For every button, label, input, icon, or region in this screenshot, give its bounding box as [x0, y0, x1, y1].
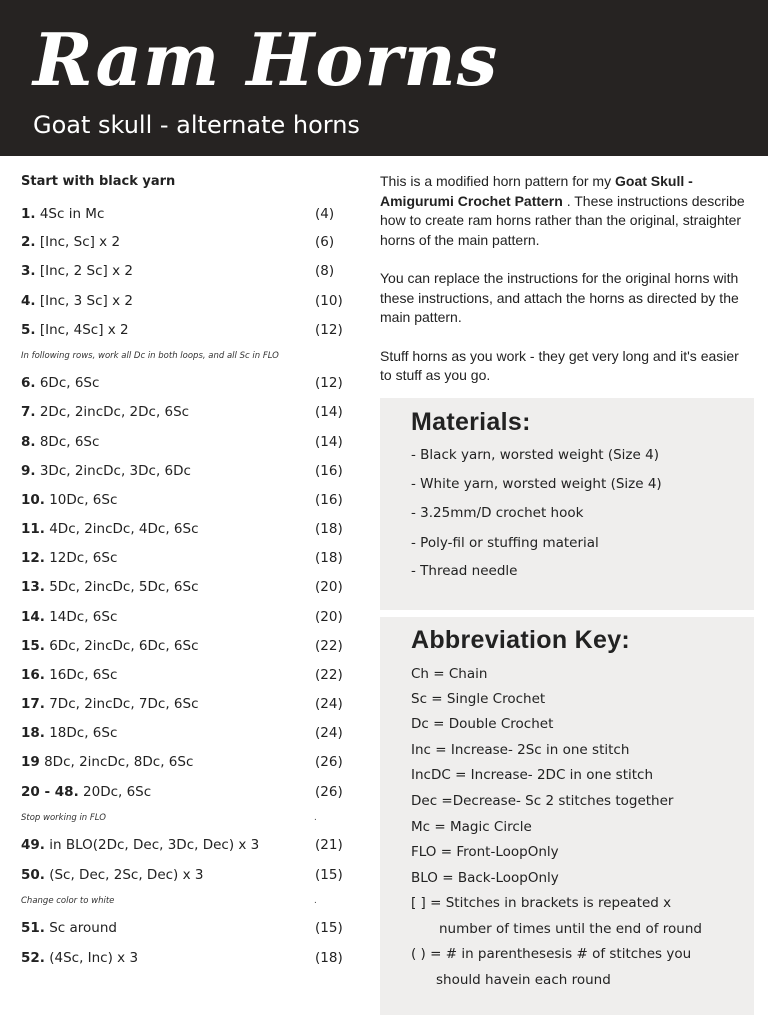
- row-text: 18Dc, 6Sc: [49, 725, 118, 741]
- pattern-row: [21, 231, 345, 253]
- material-item: - White yarn, worsted weight (Size 4): [411, 476, 662, 492]
- page-subtitle: Goat skull - alternate horns: [33, 111, 360, 139]
- row-stitch-count: (22): [315, 638, 343, 654]
- row-stitch-count: (21): [315, 837, 343, 853]
- row-text: (4Sc, Inc) x 3: [49, 950, 139, 966]
- pattern-row: [21, 693, 345, 715]
- intro-text: [380, 172, 752, 405]
- row-stitch-count: (10): [315, 293, 343, 309]
- material-item: - 3.25mm/D crochet hook: [411, 505, 584, 521]
- pattern-row: [21, 319, 345, 341]
- row-text: 6Dc, 6Sc: [39, 375, 100, 391]
- pattern-note: In following rows, work all Dc in both loops, and all Sc in FLO: [21, 351, 279, 361]
- row-text: (Sc, Dec, 2Sc, Dec) x 3: [49, 867, 204, 883]
- row-stitch-count: (22): [315, 667, 343, 683]
- pattern-row: [21, 864, 345, 886]
- abbreviation-item: [ ] = Stitches in brackets is repeated x: [411, 895, 672, 911]
- row-stitch-count: (15): [315, 920, 343, 936]
- intro-text-span: This is a modified horn pattern for my: [380, 173, 615, 189]
- row-number: 13.: [21, 579, 45, 595]
- intro-paragraph-2: You can replace the instructions for the original horns with these instructions, and attach the horns as directed by the main pattern.: [380, 270, 739, 325]
- pattern-note: [21, 895, 345, 907]
- pattern-row: [21, 606, 345, 628]
- abbreviation-item: Sc = Single Crochet: [411, 691, 546, 707]
- row-text: 3Dc, 2incDc, 3Dc, 6Dc: [39, 463, 191, 479]
- row-text: 2Dc, 2incDc, 2Dc, 6Sc: [39, 404, 190, 420]
- row-number: 2.: [21, 234, 36, 250]
- row-number: 16.: [21, 667, 45, 683]
- row-stitch-count: (4): [315, 206, 335, 222]
- note-mark: .: [314, 813, 317, 823]
- row-number: 50.: [21, 867, 45, 883]
- intro-paragraph-1: [380, 172, 752, 250]
- material-item: - Poly-fil or stuffing material: [411, 535, 599, 551]
- abbreviation-item: Mc = Magic Circle: [411, 819, 532, 835]
- abbreviation-panel: [380, 617, 754, 1015]
- pattern-row: [21, 290, 345, 312]
- pattern-row: [21, 518, 345, 540]
- row-stitch-count: (20): [315, 579, 343, 595]
- row-number: 20 - 48.: [21, 784, 79, 800]
- abbreviation-item-continued: number of times until the end of round: [439, 921, 702, 937]
- abbreviation-item: Ch = Chain: [411, 666, 488, 682]
- row-stitch-count: (12): [315, 375, 343, 391]
- row-text: 16Dc, 6Sc: [49, 667, 118, 683]
- abbreviation-item: Dc = Double Crochet: [411, 716, 554, 732]
- row-stitch-count: (20): [315, 609, 343, 625]
- materials-panel: [380, 398, 754, 610]
- row-text: 14Dc, 6Sc: [49, 609, 118, 625]
- pattern-note: [21, 812, 345, 824]
- row-number: 19: [21, 754, 40, 770]
- abbreviation-item: FLO = Front-LoopOnly: [411, 844, 559, 860]
- row-stitch-count: (24): [315, 725, 343, 741]
- pattern-row: [21, 260, 345, 282]
- row-text: 20Dc, 6Sc: [83, 784, 152, 800]
- header-banner: [0, 0, 768, 156]
- materials-heading: Materials:: [411, 408, 531, 436]
- pattern-row: [21, 751, 345, 773]
- abbreviation-item: BLO = Back-LoopOnly: [411, 870, 559, 886]
- abbreviation-item: ( ) = # in parenthesesis # of stitches you: [411, 946, 692, 962]
- row-stitch-count: (16): [315, 492, 343, 508]
- material-item: - Thread needle: [411, 563, 518, 579]
- row-stitch-count: (14): [315, 404, 343, 420]
- row-stitch-count: (26): [315, 784, 343, 800]
- pattern-row: [21, 664, 345, 686]
- row-stitch-count: (18): [315, 521, 343, 537]
- row-stitch-count: (14): [315, 434, 343, 450]
- pattern-row: [21, 547, 345, 569]
- row-text: in BLO(2Dc, Dec, 3Dc, Dec) x 3: [49, 837, 260, 853]
- row-text: 7Dc, 2incDc, 7Dc, 6Sc: [49, 696, 199, 712]
- row-number: 51.: [21, 920, 45, 936]
- row-number: 52.: [21, 950, 45, 966]
- row-number: 17.: [21, 696, 45, 712]
- row-text: 10Dc, 6Sc: [49, 492, 118, 508]
- pattern-row: [21, 917, 345, 939]
- abbreviation-heading: Abbreviation Key:: [411, 626, 631, 654]
- row-stitch-count: (15): [315, 867, 343, 883]
- row-number: 11.: [21, 521, 45, 537]
- pattern-row: [21, 401, 345, 423]
- row-stitch-count: (18): [315, 550, 343, 566]
- abbreviation-item-continued: should havein each round: [436, 972, 611, 988]
- main-pattern-name: Goat Skull - Amigurumi Crochet Pattern: [380, 173, 693, 209]
- pattern-row: [21, 635, 345, 657]
- pattern-row: [21, 372, 345, 394]
- page-title: Ram Horns: [33, 17, 499, 102]
- start-instruction: Start with black yarn: [21, 174, 176, 189]
- row-text: 6Dc, 2incDc, 6Dc, 6Sc: [49, 638, 199, 654]
- row-stitch-count: (16): [315, 463, 343, 479]
- row-stitch-count: (18): [315, 950, 343, 966]
- row-stitch-count: (8): [315, 263, 335, 279]
- pattern-row: [21, 834, 345, 856]
- row-stitch-count: (26): [315, 754, 343, 770]
- row-text: Sc around: [49, 920, 117, 936]
- row-number: 6.: [21, 375, 36, 391]
- pattern-row: [21, 203, 345, 225]
- row-text: 12Dc, 6Sc: [49, 550, 118, 566]
- row-number: 10.: [21, 492, 45, 508]
- pattern-row: [21, 460, 345, 482]
- row-text: 4Dc, 2incDc, 4Dc, 6Sc: [49, 521, 199, 537]
- pattern-row: [21, 722, 345, 744]
- row-stitch-count: (24): [315, 696, 343, 712]
- row-number: 12.: [21, 550, 45, 566]
- row-number: 4.: [21, 293, 36, 309]
- row-number: 15.: [21, 638, 45, 654]
- row-text: [Inc, 3 Sc] x 2: [39, 293, 133, 309]
- row-stitch-count: (12): [315, 322, 343, 338]
- material-item: - Black yarn, worsted weight (Size 4): [411, 447, 659, 463]
- row-number: 8.: [21, 434, 36, 450]
- row-number: 9.: [21, 463, 36, 479]
- row-number: 14.: [21, 609, 45, 625]
- row-number: 7.: [21, 404, 36, 420]
- row-text: 4Sc in Mc: [39, 206, 105, 222]
- row-text: [Inc, 2 Sc] x 2: [39, 263, 133, 279]
- abbreviation-item: Inc = Increase- 2Sc in one stitch: [411, 742, 630, 758]
- row-number: 5.: [21, 322, 36, 338]
- row-number: 3.: [21, 263, 36, 279]
- row-text: [Inc, Sc] x 2: [39, 234, 121, 250]
- abbreviation-item: Dec =Decrease- Sc 2 stitches together: [411, 793, 674, 809]
- row-stitch-count: (6): [315, 234, 335, 250]
- row-number: 49.: [21, 837, 45, 853]
- intro-text-span: . These instructions describe how to create ram horns rather than the original, straighter horns of the main pattern.: [380, 192, 745, 248]
- pattern-row: [21, 947, 345, 969]
- row-number: 18.: [21, 725, 45, 741]
- pattern-note-text: Stop working in FLO: [21, 813, 106, 823]
- row-text: 8Dc, 6Sc: [39, 434, 100, 450]
- row-text: 5Dc, 2incDc, 5Dc, 6Sc: [49, 579, 199, 595]
- row-text: [Inc, 4Sc] x 2: [39, 322, 129, 338]
- pattern-note-text: Change color to white: [21, 896, 115, 906]
- abbreviation-item: IncDC = Increase- 2DC in one stitch: [411, 767, 654, 783]
- pattern-row: [21, 489, 345, 511]
- row-text: 8Dc, 2incDc, 8Dc, 6Sc: [44, 754, 194, 770]
- pattern-row: [21, 781, 345, 803]
- intro-paragraph-3: Stuff horns as you work - they get very long and it's easier to stuff as you go.: [380, 347, 739, 383]
- note-mark: .: [314, 896, 317, 906]
- pattern-row: [21, 431, 345, 453]
- pattern-row: [21, 576, 345, 598]
- row-number: 1.: [21, 206, 36, 222]
